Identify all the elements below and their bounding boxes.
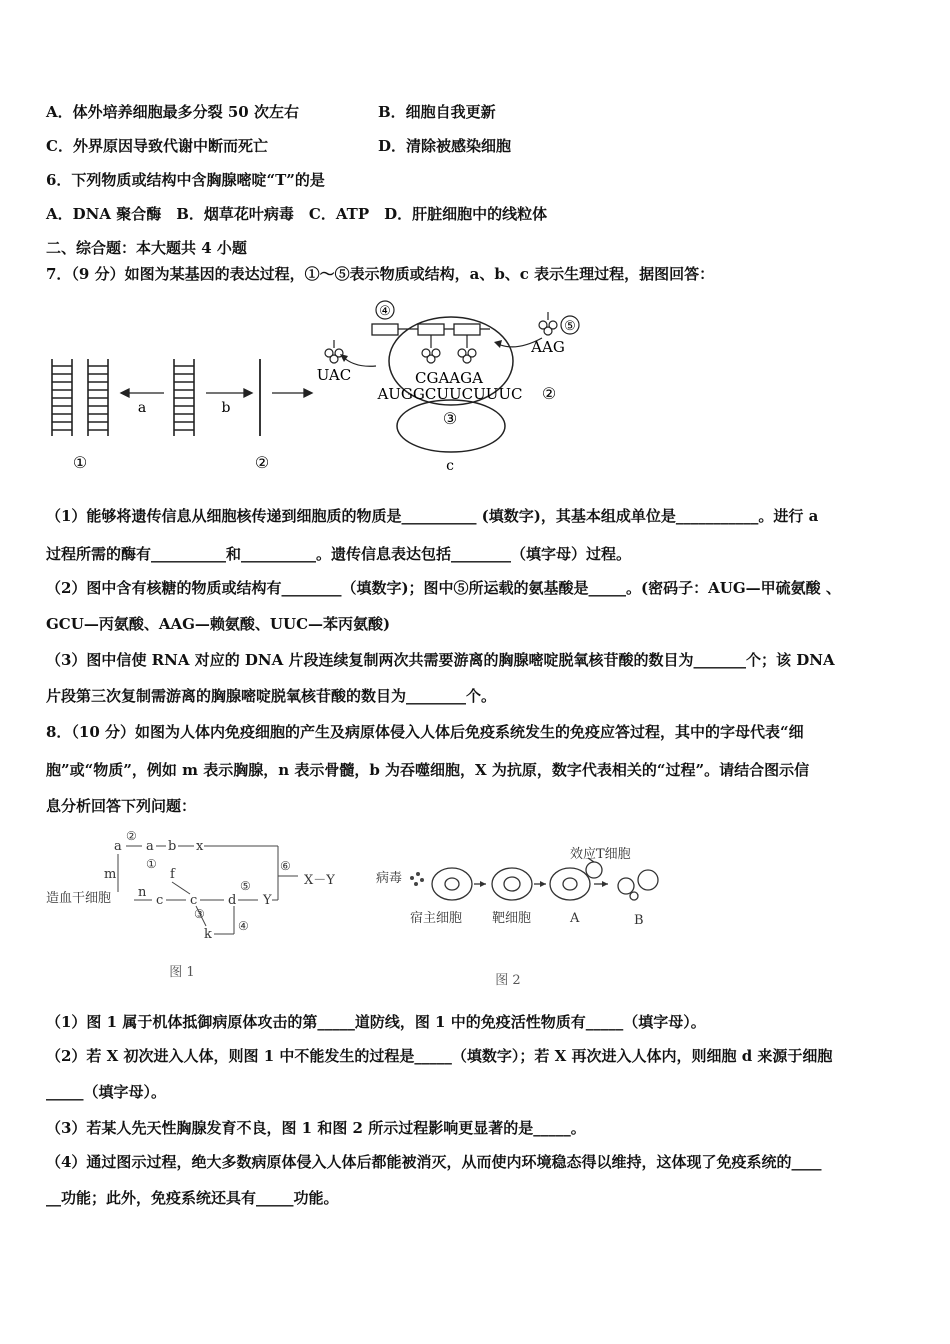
fig1-step-4: ④ [238, 919, 249, 933]
fig2-caption: 图 2 [495, 973, 521, 988]
q8-sub1: （1）图 1 属于机体抵御病原体攻击的第_____道防线，图 1 中的免疫活性物质有_____（填字母）。 [46, 1013, 706, 1031]
fig2-host: 宿主细胞 [410, 911, 463, 926]
mrna-sequence: AUGGCUUCUUUC [377, 385, 523, 403]
fig1-b: b [168, 839, 177, 854]
fig2-a: A [570, 911, 580, 926]
trna-bases: CGAAGA [415, 369, 483, 387]
q5-option-b: B．细胞自我更新 [378, 103, 496, 121]
arrow-to-ribosome-head [304, 389, 312, 397]
label-mrna-2b: ② [541, 384, 557, 403]
label-c: c [446, 458, 454, 474]
q5-option-a: A．体外培养细胞最多分裂 50 次左右 [46, 103, 299, 121]
q6-options: A．DNA 聚合酶 B．烟草花叶病毒 C．ATP D．肝脏细胞中的线粒体 [46, 205, 548, 223]
q7-sub1-line2: 过程所需的酶有__________和__________。遗传信息表达包括________（填字母）过程。 [46, 545, 632, 563]
label-a: a [137, 400, 147, 416]
label-peptide-4: ④ [379, 304, 391, 319]
fig1-d: d [228, 893, 237, 908]
q7-stem: 7．（9 分）如图为某基因的表达过程，①～⑤表示物质或结构，a、b、c 表示生理过程，据图回答： [46, 265, 715, 283]
fig1-m: m [104, 867, 117, 882]
dna-ladder-left [52, 359, 108, 436]
q5-option-c: C．外界原因导致代谢中断而死亡 [46, 137, 268, 155]
fig1-step-6: ⑥ [280, 859, 291, 873]
label-trna-5: ⑤ [564, 319, 576, 334]
fig1-caption: 图 1 [169, 965, 195, 980]
fig1-a2: a [146, 839, 154, 854]
fig1-step-3: ③ [194, 907, 205, 921]
q8-stem-line1: 8．（10 分）如图为人体内免疫细胞的产生及病原体侵入人体后免疫系统发生的免疫应答过程，其中的字母代表“细 [46, 723, 804, 741]
fig1-x: x [196, 839, 204, 854]
fig1-step-2: ② [126, 829, 137, 843]
gene-expression-figure [46, 296, 606, 480]
fig1-xy: X－Y [304, 873, 335, 888]
label-b: b [221, 400, 231, 416]
anticodon-aag: AAG [531, 338, 565, 356]
q7-sub2-line1: （2）图中含有核糖的物质或结构有________（填数字)；图中⑤所运载的氨基酸是_____。(密码子：AUG—甲硫氨酸 、 [46, 579, 841, 597]
cell-lysis-figure-2 [372, 838, 672, 988]
fig1-a: a [114, 839, 122, 854]
q7-sub3-line2: 片段第三次复制需游离的胸腺嘧啶脱氧核苷酸的数目为________个。 [46, 687, 497, 705]
fig1-c: c [156, 893, 164, 908]
fig2-b: B [634, 913, 644, 928]
dna-ladder-middle [174, 359, 194, 436]
q8-stem-line2: 胞”或“物质”，例如 m 表示胸腺，n 表示骨髓，b 为吞噬细胞，X 为抗原，数字代表相关的“过程”。请结合图示信 [46, 761, 810, 779]
fig1-f: f [170, 867, 175, 882]
arrow-b-head [244, 389, 252, 397]
fig1-y: Y [263, 893, 272, 908]
arrow-a-head [121, 389, 129, 397]
label-ribosome-3: ③ [442, 409, 458, 428]
q8-sub4-line2: __功能；此外，免疫系统还具有_____功能。 [46, 1189, 339, 1207]
fig1-step-1: ① [146, 857, 157, 871]
trna-group [325, 312, 557, 363]
fig1-k: k [204, 927, 212, 942]
q8-sub3: （3）若某人先天性胸腺发育不良，图 1 和图 2 所示过程影响更显著的是_____。 [46, 1119, 586, 1137]
fig2-virus: 病毒 [376, 871, 403, 886]
fig1-c2: c [190, 893, 198, 908]
label-mrna-2: ② [254, 453, 270, 472]
fig2-effector: 效应T细胞 [570, 847, 631, 862]
q8-sub2-line2: _____（填字母）。 [46, 1083, 167, 1101]
fig1-step-5: ⑤ [240, 879, 251, 893]
q8-sub2-line1: （2）若 X 初次进入人体，则图 1 中不能发生的过程是_____（填数字）；若 X 再次进入人体内，则细胞 d 来源于细胞 [46, 1047, 833, 1065]
peptide-chain [372, 324, 490, 335]
label-dna-1: ① [72, 453, 88, 472]
immune-flow-figure-1 [46, 826, 346, 986]
section-heading: 二、综合题：本大题共 4 小题 [46, 239, 247, 257]
q8-stem-line3: 息分析回答下列问题： [46, 797, 197, 815]
q8-sub4-line1: （4）通过图示过程，绝大多数病原体侵入人体后都能被消灭，从而使内环境稳态得以维持，这体现了免疫系统的____ [46, 1153, 822, 1171]
fig1-source: 造血干细胞 [46, 891, 112, 906]
fig2-target: 靶细胞 [492, 911, 532, 926]
q6-stem: 6．下列物质或结构中含胸腺嘧啶“T”的是 [46, 171, 325, 189]
q7-sub3-line1: （3）图中信使 RNA 对应的 DNA 片段连续复制两次共需要游离的胸腺嘧啶脱氧核苷酸的数目为_______个；该 DNA [46, 651, 835, 669]
anticodon-uac: UAC [316, 366, 352, 384]
q5-option-d: D．清除被感染细胞 [378, 137, 512, 155]
fig1-n: n [138, 885, 147, 900]
q7-sub2-line2: GCU—丙氨酸、AAG—赖氨酸、UUC—苯丙氨酸) [46, 615, 391, 633]
q7-sub1-line1: （1）能够将遗传信息从细胞核传递到细胞质的物质是__________ (填数字)，其基本组成单位是___________。进行 a [46, 507, 819, 525]
